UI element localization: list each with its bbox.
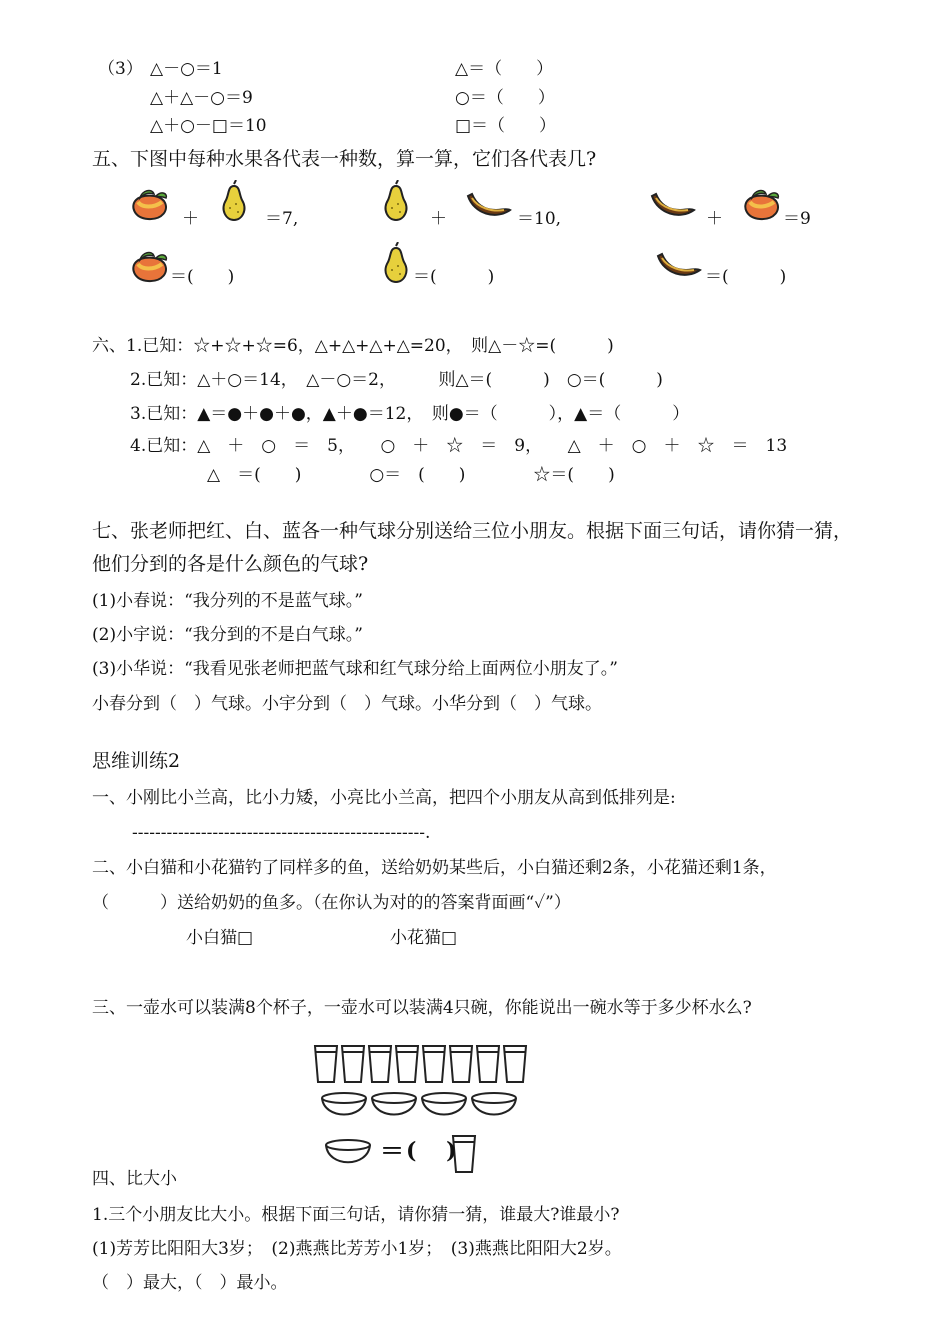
section-4-line-2: (1)芳芳比阳阳大3岁； (2)燕燕比芳芳小1岁； (3)燕燕比阳阳大2岁。: [92, 1239, 622, 1259]
section-7-line-3: (1)小春说：“我分列的不是蓝气球。”: [92, 591, 363, 611]
section-6-line-1: 六、1.已知：☆+☆+☆=6，△+△+△+△=20， 则△－☆=( ): [92, 336, 614, 356]
option-spotted-cat: 小花猫□: [390, 928, 458, 948]
banana-icon: [466, 192, 512, 222]
section-2-title: 思维训练2: [92, 750, 181, 772]
cup-icon: [450, 1046, 472, 1082]
question-2-line-2: （ ）送给奶奶的鱼多。（在你认为对的的答案背面画“✓”）: [92, 893, 571, 913]
answer-dashed-line: ---------------------------------------------------.: [132, 823, 431, 843]
section-4-line-3: （ ）最大，（ ）最小。: [92, 1273, 288, 1293]
banana-answer: ＝( ): [705, 267, 787, 287]
section-6-line-4: 4.已知：△ ＋ ○ ＝ 5， ○ ＋ ☆ ＝ 9， △ ＋ ○ ＋ ☆ ＝ 13: [130, 436, 788, 456]
result-10: ＝10,: [517, 209, 562, 229]
bowl-icon: [372, 1093, 416, 1115]
cup-icon: [369, 1046, 391, 1082]
result-9: ＝9: [783, 209, 811, 229]
plus-sign: ＋: [182, 209, 199, 229]
section-4-title: 四、比大小: [92, 1169, 177, 1189]
cup-icon: [477, 1046, 499, 1082]
cup-icon: [315, 1046, 337, 1082]
result-7: ＝7,: [265, 209, 299, 229]
section-7-line-2: 他们分到的各是什么颜色的气球?: [92, 553, 369, 575]
equals-sign: ＝: [380, 1136, 404, 1165]
answer-paren: ( ): [406, 1138, 457, 1164]
question-3: 三、一壶水可以装满8个杯子，一壶水可以装满4只碗，你能说出一碗水等于多少杯水么?: [92, 998, 752, 1018]
cup-icon: [342, 1046, 364, 1082]
bowl-icon: [472, 1093, 516, 1115]
section-7-line-5: (3)小华说：“我看见张老师把蓝气球和红气球分给上面两位小朋友了。”: [92, 659, 618, 679]
bowl-icon: [322, 1093, 366, 1115]
pear-icon: [380, 242, 412, 284]
plus-sign: ＋: [706, 209, 723, 229]
section-7-line-4: (2)小宇说：“我分到的不是白气球。”: [92, 625, 363, 645]
section-5-title: 五、下图中每种水果各代表一种数，算一算，它们各代表几?: [92, 148, 597, 170]
section-4-line-1: 1.三个小朋友比大小。根据下面三句话，请你猜一猜，谁最大?谁最小?: [92, 1205, 620, 1225]
answer-square: □＝（ ）: [455, 116, 557, 136]
cup-icon: [396, 1046, 418, 1082]
plus-sign: ＋: [430, 209, 447, 229]
pear-answer: ＝( ): [413, 267, 495, 287]
equation-1: △－○＝1: [150, 59, 223, 79]
banana-icon: [650, 192, 696, 222]
banana-icon: [656, 252, 702, 282]
question-1: 一、小刚比小兰高，比小力矮，小亮比小兰高，把四个小朋友从高到低排列是:: [92, 788, 676, 808]
section-7-line-6: 小春分到（ ）气球。小宇分到（ ）气球。小华分到（ ）气球。: [92, 694, 602, 714]
section-6-line-3: 3.已知：▲＝●＋●＋●，▲＋●＝12， 则●＝（ ），▲＝（ ）: [130, 404, 690, 424]
bowl-icon: [326, 1140, 370, 1162]
answer-triangle: △＝（ ）: [455, 59, 554, 79]
cup-icon: [504, 1046, 526, 1082]
bowl-icon: [422, 1093, 466, 1115]
pear-icon: [218, 180, 250, 222]
equation-2: △＋△－○＝9: [150, 88, 253, 108]
option-white-cat: 小白猫□: [186, 928, 254, 948]
pear-icon: [380, 180, 412, 222]
question-2-line-1: 二、小白猫和小花猫钓了同样多的鱼，送给奶奶某些后，小白猫还剩2条，小花猫还剩1条，: [92, 858, 777, 878]
peach-icon: [128, 248, 172, 284]
peach-answer: ＝( ): [170, 267, 235, 287]
problem-3-label: （3）: [98, 59, 143, 79]
peach-icon: [740, 186, 784, 222]
peach-icon: [128, 186, 172, 222]
equation-3: △＋○－□＝10: [150, 116, 267, 136]
section-7-line-1: 七、张老师把红、白、蓝各一种气球分别送给三位小朋友。根据下面三句话，请你猜一猜，: [92, 520, 853, 542]
section-6-line-2: 2.已知：△＋○＝14， △－○＝2， 则△＝( ) ○＝( ): [130, 370, 663, 390]
answer-circle: ○＝（ ）: [455, 88, 555, 108]
section-6-line-5: △ ＝( ) ○＝ ( ) ☆＝( ): [207, 465, 615, 485]
cup-icon: [423, 1046, 445, 1082]
